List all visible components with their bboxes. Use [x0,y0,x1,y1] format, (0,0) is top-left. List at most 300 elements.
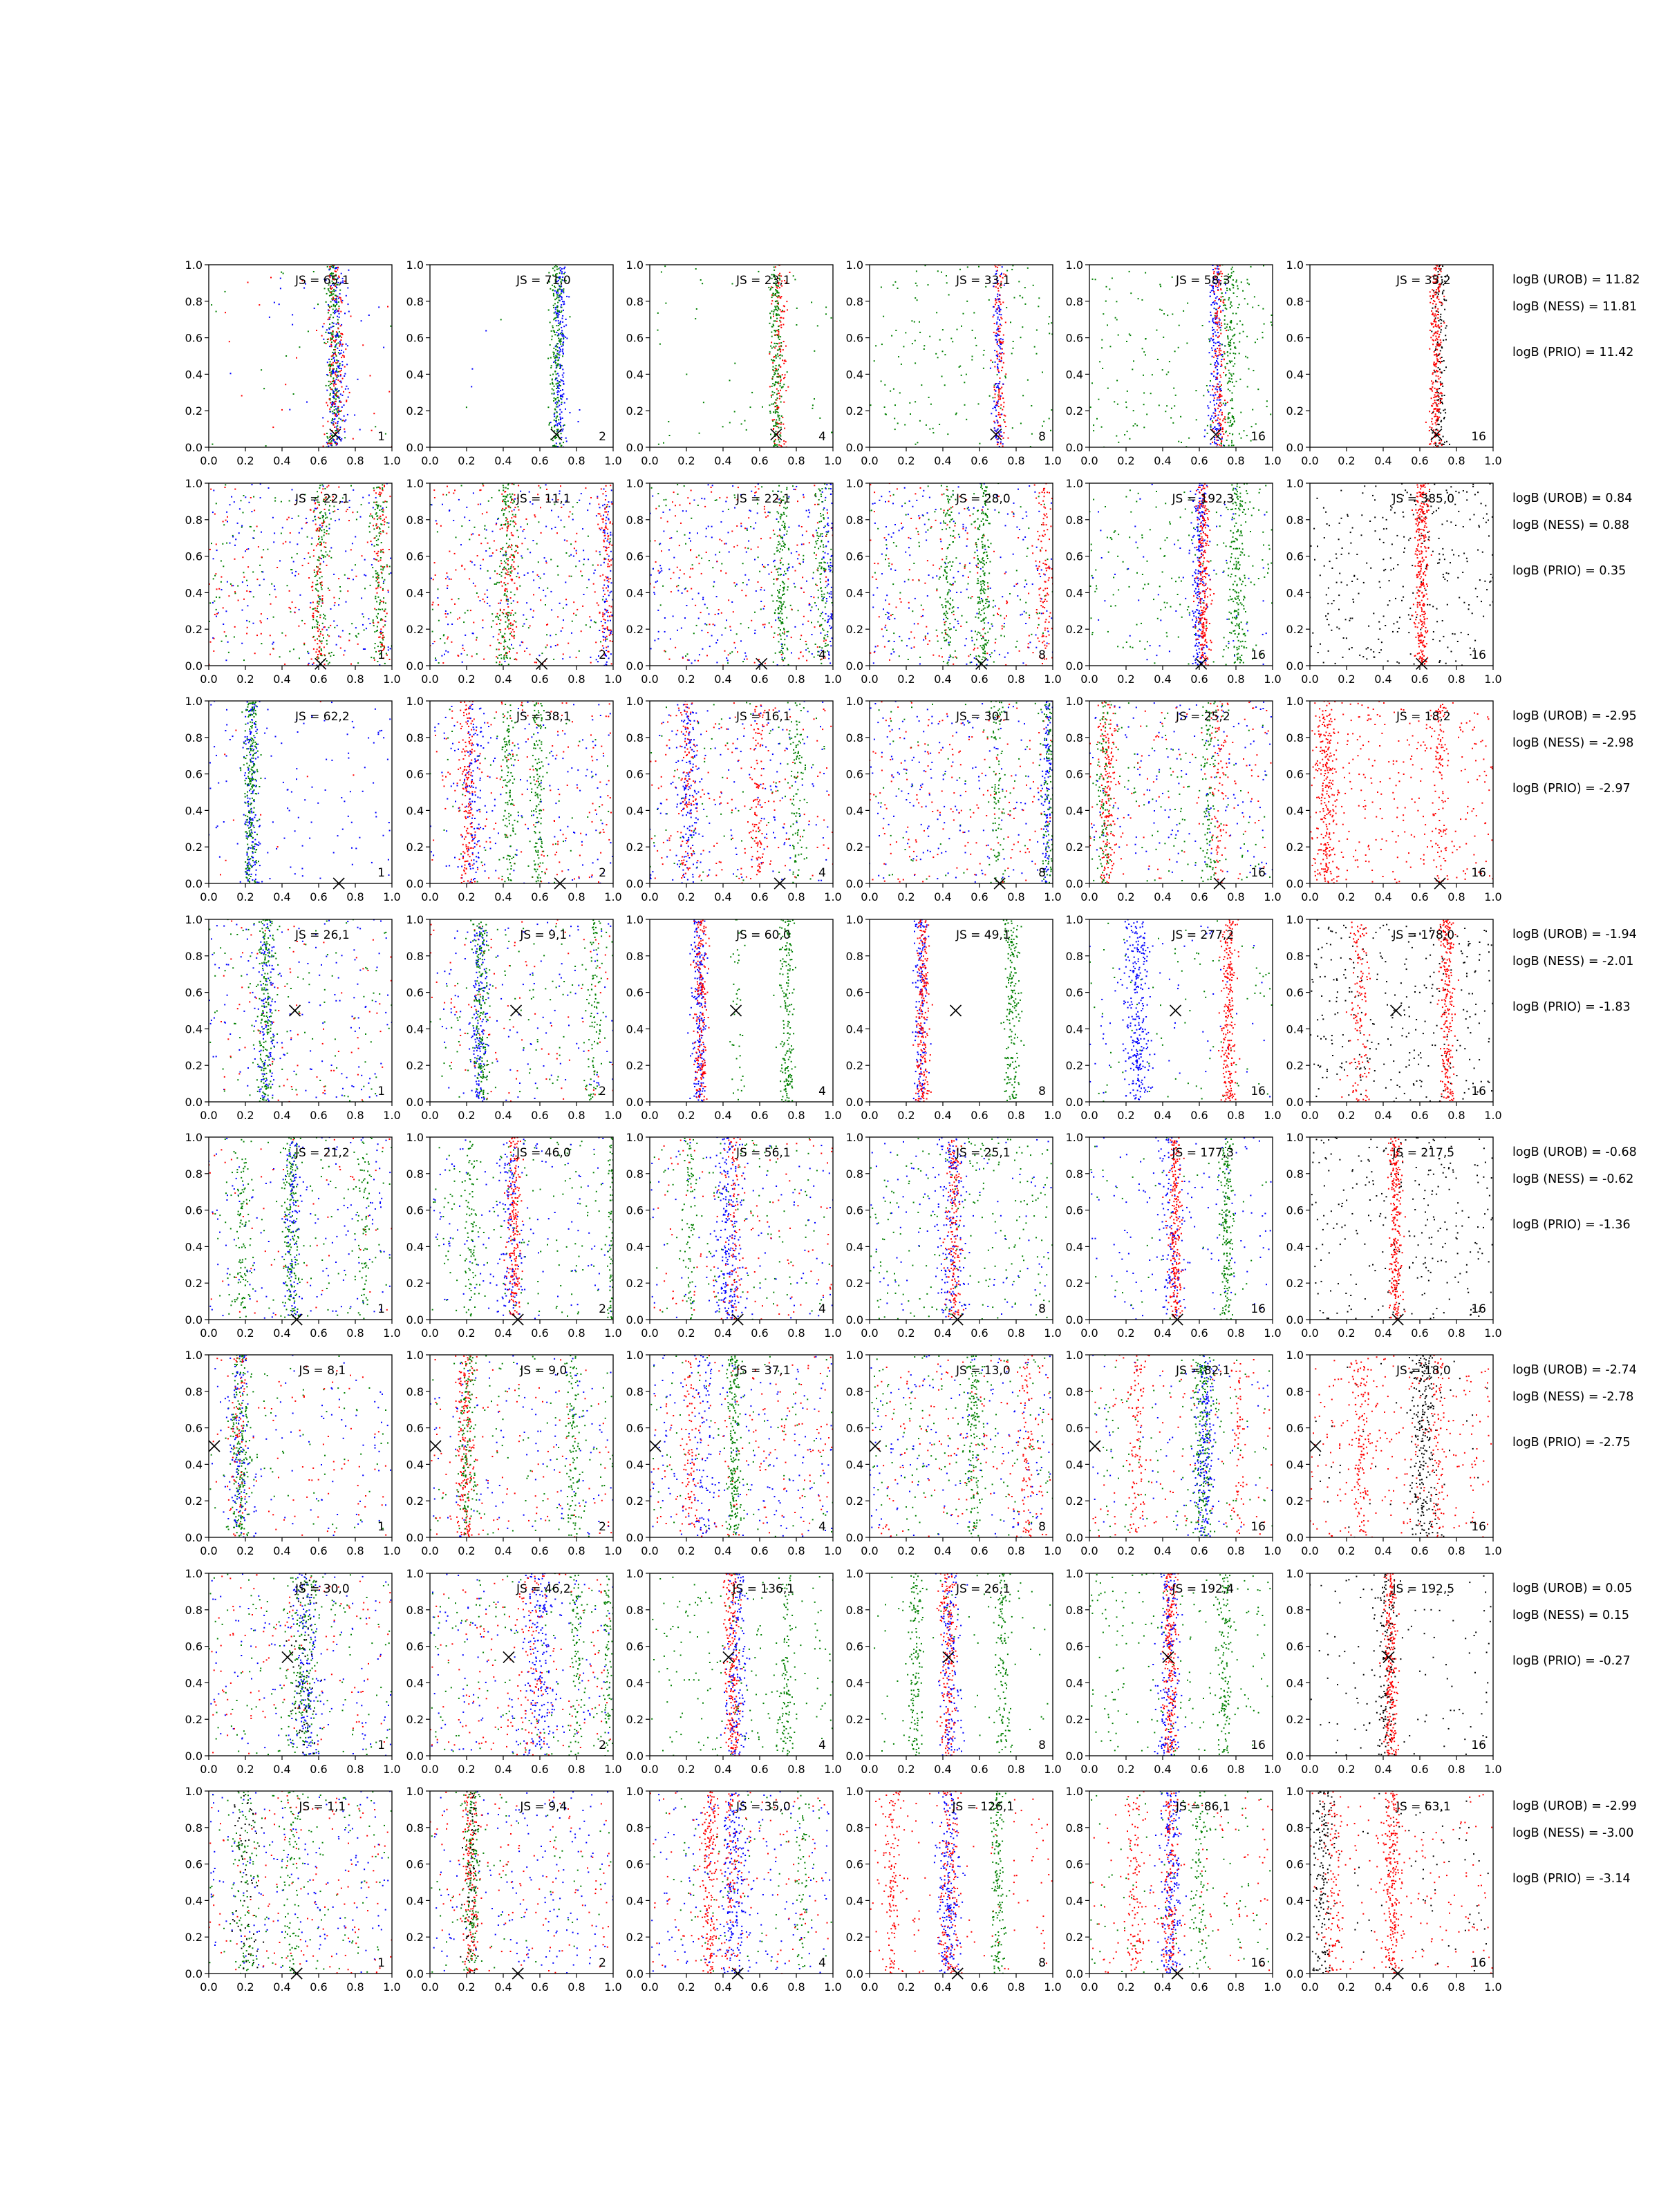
scatter-point [435,657,436,659]
scatter-point [1221,436,1223,438]
scatter-point [348,520,350,521]
scatter-point [1219,411,1220,413]
scatter-point [247,585,248,586]
scatter-point [744,420,746,422]
scatter-point [1130,335,1131,336]
scatter-point [347,578,348,579]
scatter-point [988,299,990,301]
scatter-point [334,409,335,411]
scatter-point [1251,426,1253,427]
scatter-point [822,628,823,630]
scatter-point [377,613,379,615]
scatter-point [270,277,272,279]
scatter-point [784,377,785,378]
scatter-point [550,559,552,561]
scatter-point [514,556,515,558]
scatter-point [1208,391,1209,393]
y-tick-label: 0.6 [406,332,424,345]
scatter-point [313,636,315,637]
scatter-point [221,561,222,562]
scatter-point [507,591,508,592]
scatter-point [319,651,320,653]
scatter-point [507,484,509,485]
scatter-point [780,355,781,356]
scatter-point [1228,380,1230,382]
scatter-point [554,425,555,427]
scatter-point [1433,429,1434,431]
scatter-point [1042,425,1043,427]
scatter-point [376,487,377,488]
scatter-point [1214,439,1215,440]
scatter-point [313,648,315,650]
scatter-point [552,379,553,381]
scatter-point [338,301,339,303]
scatter-point [382,566,384,568]
scatter-point [556,343,558,344]
scatter-point [554,266,556,268]
scatter-point [1217,348,1218,349]
scatter-point [376,616,377,617]
x-tick-label: 0.0 [421,454,438,467]
scatter-point [1437,418,1438,419]
scatter-point [362,344,364,346]
scatter-point [332,371,333,373]
scatter-point [1443,321,1444,322]
y-tick-label: 0.6 [185,550,203,563]
scatter-point [775,653,776,654]
scatter-point [446,572,447,574]
scatter-point [339,353,340,355]
scatter-point [243,572,244,573]
scatter-point [1231,442,1232,444]
scatter-point [544,557,545,559]
scatter-point [610,630,611,631]
scatter-point [994,422,995,424]
scatter-point [314,570,315,571]
scatter-point [330,367,331,368]
scatter-point [1229,288,1230,290]
scatter-point [506,496,507,498]
scatter-point [514,522,516,523]
scatter-point [1444,370,1445,371]
scatter-point [1129,271,1130,272]
scatter-point [703,402,704,403]
scatter-point [334,511,335,512]
scatter-point [380,552,382,553]
scatter-point [780,390,781,391]
scatter-point [774,392,775,393]
scatter-point [1434,354,1436,355]
scatter-point [579,500,580,501]
scatter-point [1441,357,1443,358]
scatter-point [461,525,462,527]
scatter-point [316,590,317,591]
scatter-point [322,623,324,624]
scatter-point [377,518,378,520]
scatter-point [329,324,330,325]
scatter-point [998,392,1000,393]
scatter-point [337,411,338,413]
scatter-point [526,619,527,620]
scatter-point [213,490,214,491]
scatter-point [330,375,331,376]
scatter-point [487,543,489,544]
axes-frame [870,265,1053,447]
scatter-point [1230,420,1231,422]
scatter-point [559,299,560,301]
scatter-point [697,505,699,506]
scatter-point [327,341,328,343]
scatter-point [1219,348,1220,350]
scatter-point [1440,371,1441,373]
x-tick-label: 0.4 [1154,454,1171,467]
scatter-point [335,401,337,402]
scatter-point [333,421,335,422]
scatter-point [517,552,518,554]
scatter-point [998,396,1000,397]
scatter-point [1216,317,1217,319]
scatter-point [597,602,598,603]
scatter-point [608,612,609,613]
scatter-point [695,268,697,270]
scatter-point [545,595,546,597]
scatter-point [345,550,346,552]
scatter-point [1436,424,1437,425]
scatter-point [1228,413,1229,415]
scatter-point [227,516,228,518]
y-tick-label: 0.8 [406,295,424,308]
scatter-point [1227,402,1228,403]
scatter-point [330,625,331,626]
scatter-point [503,499,504,500]
scatter-point [557,380,559,382]
scatter-point [1211,415,1212,417]
scatter-point [325,542,326,543]
scatter-point [319,617,321,618]
scatter-point [351,570,353,571]
scatter-point [327,635,328,636]
scatter-point [512,535,514,536]
scatter-point [777,310,778,311]
scatter-point [502,500,503,502]
scatter-point [445,610,447,612]
scatter-point [1166,405,1168,406]
scatter-point [782,310,783,311]
scatter-point [507,560,509,561]
scatter-point [1446,441,1447,442]
scatter-point [1228,417,1229,418]
scatter-point [318,635,319,637]
scatter-point [1000,317,1002,318]
scatter-point [600,565,601,566]
scatter-point [1221,395,1223,397]
scatter-point [319,599,321,600]
scatter-point [382,514,384,516]
scatter-point [335,310,336,311]
scatter-point [503,646,505,647]
scatter-point [787,371,788,373]
scatter-point [1438,268,1439,270]
scatter-point [1049,418,1050,420]
scatter-point [778,368,779,370]
scatter-point [1000,397,1001,398]
scatter-point [558,419,559,420]
scatter-point [299,609,300,610]
scatter-point [747,529,748,531]
scatter-point [1209,341,1210,342]
scatter-point [515,658,516,659]
scatter-point [780,297,781,299]
scatter-point [1220,391,1221,392]
scatter-point [319,629,320,630]
scatter-point [373,490,375,491]
scatter-point [1020,337,1022,338]
scatter-point [466,406,467,408]
scatter-point [881,287,882,288]
scatter-point [499,565,500,567]
scatter-point [995,304,996,306]
scatter-point [894,281,896,283]
scatter-point [376,601,377,602]
scatter-point [558,338,559,339]
scatter-point [563,310,564,311]
scatter-point [514,507,516,508]
scatter-point [1127,431,1128,432]
scatter-point [261,643,262,644]
scatter-points [649,483,838,666]
scatter-point [1224,351,1225,353]
scatter-point [611,503,612,505]
scatter-point [546,562,547,563]
scatter-point [1228,344,1229,345]
scatter-point [587,509,588,511]
scatter-point [1217,265,1219,267]
scatter-point [787,589,788,590]
scatter-point [445,578,447,579]
scatter-point [1436,289,1437,290]
scatter-point [547,644,548,646]
scatter-point [794,279,796,280]
scatter-point [915,401,916,402]
scatter-point [516,626,517,628]
scatter-point [773,324,774,325]
scatter-point [505,653,507,654]
scatter-point [384,518,385,520]
scatter-point [1445,300,1447,301]
scatter-point [1212,321,1214,322]
scatter-point [234,591,236,592]
scatter-point [501,494,503,495]
scatter-point [347,414,348,415]
scatter-point [1214,308,1215,309]
scatter-point [259,565,261,566]
scatter-point [340,339,341,341]
scatter-point [500,551,501,552]
scatter-point [496,656,497,657]
scatter-point [332,290,334,292]
scatter-point [338,371,339,373]
scatter-point [512,624,514,625]
scatter-point [780,342,782,344]
scatter-point [774,347,776,348]
scatter-point [513,615,514,616]
scatter-point [265,445,267,447]
scatter-point [1210,402,1211,403]
scatter-point [611,582,612,583]
scatter-point [1114,401,1115,402]
scatter-point [243,577,245,578]
scatter-point [373,622,374,624]
scatter-point [324,654,325,655]
scatter-point [554,438,556,439]
scatter-point [332,322,333,324]
scatter-point [271,583,272,585]
scatter-point [500,619,501,621]
scatter-point [1440,332,1441,333]
scatter-point [333,597,335,599]
scatter-point [995,437,997,438]
scatter-point [552,326,553,327]
scatter-point [498,518,499,519]
scatter-point [911,320,912,321]
scatter-point [563,381,564,382]
scatter-point [1222,431,1224,432]
scatter-point [555,645,556,646]
scatter-point [716,499,718,500]
scatter-point [312,612,314,614]
scatter-point [562,348,563,350]
scatter-point [484,601,485,603]
scatter-point [312,608,314,610]
scatter-point [379,599,381,601]
scatter-point [1430,427,1431,428]
scatter-point [961,375,962,376]
scatter-point [578,421,579,422]
scatter-point [994,366,995,368]
scatter-point [330,384,331,385]
scatter-point [478,597,479,598]
scatter-point [332,435,333,436]
scatter-point [589,503,590,505]
scatter-point [557,330,559,331]
y-tick-label: 0.6 [406,550,424,563]
scatter-point [773,366,774,368]
scatter-point [373,502,375,503]
scatter-point [384,566,385,568]
scatter-point [780,402,782,403]
scatter-point [331,443,332,444]
scatter-point [368,526,370,527]
scatter-point [332,337,334,338]
scatter-point [995,362,996,363]
scatter-point [388,523,389,524]
scatter-point [337,336,339,337]
scatter-point [1219,318,1220,319]
scatter-point [551,528,552,529]
scatter-point [1215,331,1216,332]
scatter-point [507,646,508,648]
scatter-point [238,600,239,601]
scatter-point [1244,298,1246,299]
scatter-point [433,602,434,603]
scatter-point [485,525,486,527]
scatter-point [340,393,341,395]
scatter-point [361,504,362,505]
scatter-point [315,610,317,611]
scatter-point [1241,281,1242,283]
scatter-point [997,364,998,365]
scatter-point [769,411,771,412]
scatter-point [1441,420,1442,422]
scatter-point [254,530,255,532]
scatter-point [551,609,552,610]
scatter-point [502,508,503,509]
scatter-point [917,442,918,443]
scatter-point [966,374,967,375]
scatter-point [454,553,456,554]
scatter-point [292,489,293,490]
scatter-point [332,404,333,406]
scatter-point [556,404,557,405]
scatter-point [509,639,510,640]
scatter-point [314,572,315,573]
y-tick-label: 1.0 [406,477,424,490]
scatter-point [545,604,546,606]
scatter-point [1217,377,1218,378]
scatter-point [380,557,382,559]
scatter-point [512,503,514,504]
scatter-point [353,489,354,491]
scatter-point [565,337,566,338]
x-tick-label: 1.0 [383,673,400,686]
scatter-point [332,335,333,337]
scatter-point [331,440,332,442]
scatter-point [607,514,608,516]
scatter-point [782,386,784,388]
scatter-point [616,566,617,568]
scatter-point [1145,272,1146,274]
scatter-point [1258,305,1259,306]
scatter-point [1217,420,1218,421]
scatter-point [1002,409,1003,411]
scatter-point [796,308,798,309]
scatter-point [778,427,779,429]
scatter-point [776,365,777,366]
scatter-point [356,637,357,638]
scatter-point [438,588,439,590]
scatter-point [566,398,568,400]
scatter-point [1101,427,1103,428]
scatter-point [339,586,341,588]
scatter-point [915,297,916,299]
scatter-point [602,631,603,632]
scatter-point [335,415,336,417]
scatter-point [1440,339,1441,341]
scatter-point [380,550,382,551]
scatter-point [319,615,321,616]
scatter-point [259,585,261,586]
scatter-point [1425,422,1427,423]
scatter-point [500,319,502,320]
scatter-point [611,615,612,616]
scatter-point [783,363,785,364]
scatter-point [499,662,500,663]
scatter-point [523,624,525,625]
scatter-point [1116,435,1117,437]
scatter-point [321,587,322,588]
scatter-point [963,313,964,315]
scatter-point [685,655,686,657]
